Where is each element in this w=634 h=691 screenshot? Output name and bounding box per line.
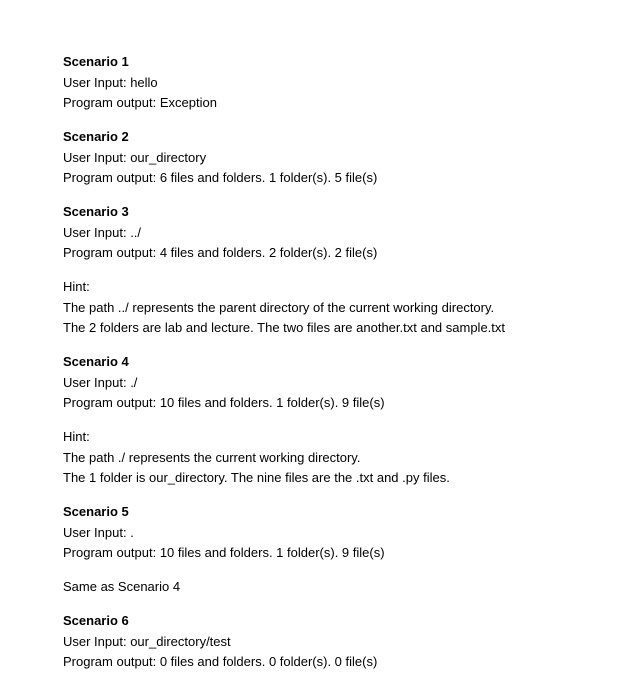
hint-2 [63, 427, 623, 489]
hint-text: The path ./ represents the current working directory. [63, 449, 361, 465]
note-text: Same as Scenario 4 [63, 579, 181, 594]
spacer [63, 189, 623, 203]
spacer [63, 114, 623, 128]
hint-text: The 1 folder is our_directory. The nine files are the .txt and .py files. [63, 470, 450, 485]
hint-1 [63, 277, 623, 339]
scenario-5-note [63, 577, 623, 598]
scenario-2 [63, 127, 623, 189]
scenario-heading: Scenario 1 [63, 54, 129, 69]
program-output-line: Program output: 10 files and folders. 1 folder(s). 9 file(s) [63, 545, 385, 560]
hint-text: The 2 folders are lab and lecture. The two files are another.txt and sample.txt [63, 320, 506, 335]
hint-text: The path ../ represents the parent directory of the current working directory. [63, 299, 495, 315]
user-input-line: User Input: ../ [63, 224, 142, 240]
spacer [63, 414, 623, 428]
scenario-4 [63, 352, 623, 414]
scenario-heading: Scenario 2 [63, 129, 129, 144]
program-output-line: Program output: 0 files and folders. 0 folder(s). 0 file(s) [63, 654, 378, 669]
program-output-line: Program output: 4 files and folders. 2 folder(s). 2 file(s) [63, 245, 378, 260]
hint-label: Hint: [63, 279, 90, 294]
scenario-heading: Scenario 4 [63, 354, 129, 369]
user-input-line: User Input: ./ [63, 374, 138, 390]
program-output-line: Program output: 6 files and folders. 1 folder(s). 5 file(s) [63, 170, 378, 185]
spacer [63, 489, 623, 503]
scenario-1 [63, 52, 623, 114]
document-page [63, 52, 623, 673]
user-input-line: User Input: our_directory/test [63, 633, 231, 649]
hint-label: Hint: [63, 429, 90, 444]
spacer [63, 598, 623, 612]
user-input-line: User Input: . [63, 524, 134, 540]
spacer [63, 339, 623, 353]
user-input-line: User Input: our_directory [63, 149, 207, 165]
scenario-6 [63, 611, 623, 673]
program-output-line: Program output: Exception [63, 95, 217, 110]
user-input-line: User Input: hello [63, 74, 158, 90]
scenario-3 [63, 202, 623, 264]
scenario-5 [63, 502, 623, 564]
scenario-heading: Scenario 3 [63, 204, 129, 219]
scenario-heading: Scenario 6 [63, 613, 129, 628]
spacer [63, 264, 623, 278]
scenario-heading: Scenario 5 [63, 504, 129, 519]
spacer [63, 564, 623, 578]
program-output-line: Program output: 10 files and folders. 1 folder(s). 9 file(s) [63, 395, 385, 410]
